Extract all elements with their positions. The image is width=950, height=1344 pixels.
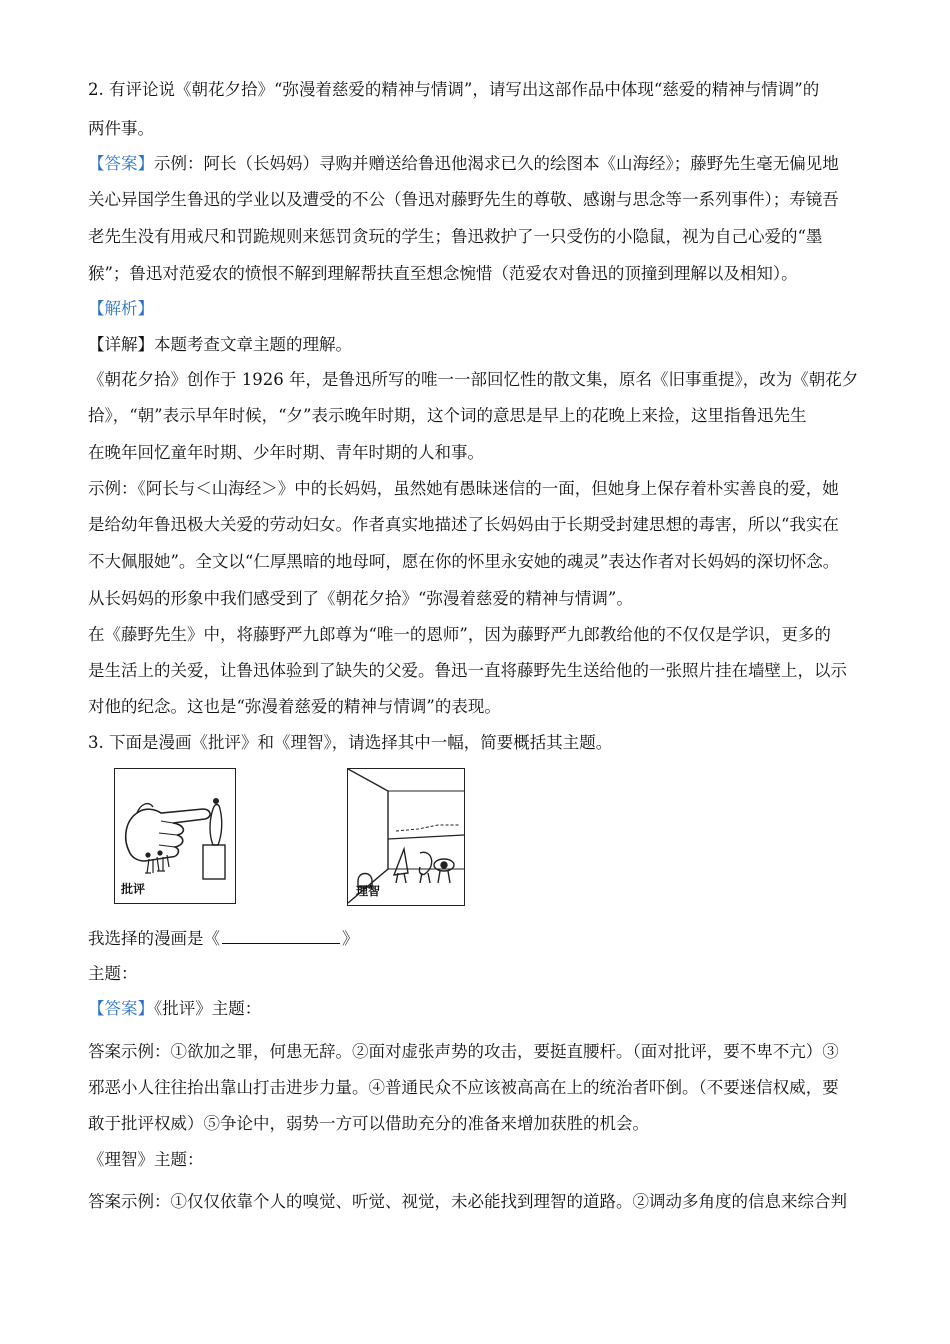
- choose-suffix: 》: [342, 929, 359, 948]
- detail-line-1: 【详解】本题考查文章主题的理解。: [88, 335, 352, 354]
- q3-answer-line-1: 答案示例：①欲加之罪，何患无辞。②面对虚张声势的攻击，要挺直腰杆。（面对批评，要不卑不亢）③: [88, 1042, 839, 1061]
- detail-line-9: 在《藤野先生》中，将藤野严九郎尊为“唯一的恩师”，因为藤野严九郎教给他的不仅仅是学识，更多的: [88, 625, 831, 644]
- q3-question: 3. 下面是漫画《批评》和《理智》，请选择其中一幅，简要概括其主题。: [88, 733, 613, 752]
- answer-blank[interactable]: [222, 927, 340, 944]
- theme-label: 主题：: [88, 964, 138, 983]
- answer-head-text: 《批评》主题：: [154, 999, 262, 1018]
- cartoon-reason: [347, 768, 465, 906]
- analysis-tag: 【解析】: [88, 299, 154, 318]
- q2-answer-line-2: 关心异国学生鲁迅的学业以及遭受的不公（鲁迅对藤野先生的尊敬、感谢与思念等一系列事件）；寿镜吾: [88, 190, 839, 209]
- q3-answer-line-3: 敢于批评权威）⑤争论中，弱势一方可以借助充分的准备来增加获胜的机会。: [88, 1114, 649, 1133]
- answer-tag: 【答案】: [88, 999, 154, 1018]
- answer-text: 示例：阿长（长妈妈）寻购并赠送给鲁迅他渴求已久的绘图本《山海经》；藤野先生毫无偏见地: [154, 154, 839, 173]
- q3-answer-line-2: 邪恶小人往往抬出靠山打击进步力量。④普通民众不应该被高高在上的统治者吓倒。（不要迷信权威，要: [88, 1078, 839, 1097]
- q2-question-line-2: 两件事。: [88, 119, 154, 138]
- detail-line-2: 《朝花夕拾》创作于 1926 年，是鲁迅所写的唯一一部回忆性的散文集，原名《旧事重提》，改为《朝花夕: [88, 370, 859, 389]
- cartoon-criticism: [114, 768, 236, 904]
- q2-answer-line-3: 老先生没有用戒尺和罚跪规则来惩罚贪玩的学生；鲁迅救护了一只受伤的小隐鼠，视为自己心爱的“墨: [88, 227, 823, 246]
- answer-tag: 【答案】: [88, 154, 154, 173]
- q3-answer2-head: 《理智》主题：: [88, 1150, 204, 1169]
- detail-line-11: 对他的纪念。这也是“弥漫着慈爱的精神与情调”的表现。: [88, 697, 501, 716]
- q3-answer-head: [88, 997, 261, 1021]
- cartoon-reason-caption: 理智: [356, 884, 381, 898]
- detail-line-4: 在晚年回忆童年时期、少年时期、青年时期的人和事。: [88, 443, 484, 462]
- detail-line-3: 拾》，“朝”表示早年时候，“夕”表示晚年时期，这个词的意思是早上的花晚上来捡，这里指鲁迅先生: [88, 406, 807, 425]
- detail-line-8: 从长妈妈的形象中我们感受到了《朝花夕拾》“弥漫着慈爱的精神与情调”。: [88, 589, 633, 608]
- cartoon-criticism-caption: 批评: [121, 882, 146, 896]
- q2-answer-line-1: [88, 152, 839, 176]
- choose-prefix: 我选择的漫画是《: [88, 929, 220, 948]
- choose-line: [88, 927, 359, 951]
- detail-line-5: 示例：《阿长与＜山海经＞》中的长妈妈，虽然她有愚昧迷信的一面，但她身上保存着朴实善良的爱，她: [88, 479, 839, 498]
- q3-answer2-line-1: 答案示例：①仅仅依靠个人的嗅觉、听觉、视觉，未必能找到理智的道路。②调动多角度的信息来综合判: [88, 1192, 847, 1211]
- detail-line-7: 不大佩服她”。全文以“仁厚黑暗的地母呵，愿在你的怀里永安她的魂灵”表达作者对长妈妈的深切怀念。: [88, 552, 840, 571]
- detail-line-10: 是生活上的关爱，让鲁迅体验到了缺失的父爱。鲁迅一直将藤野先生送给他的一张照片挂在墙壁上，以示: [88, 661, 847, 680]
- detail-line-6: 是给幼年鲁迅极大关爱的劳动妇女。作者真实地描述了长妈妈由于长期受封建思想的毒害，所以“我实在: [88, 515, 839, 534]
- q2-answer-line-4: 猴”；鲁迅对范爱农的愤恨不解到理解帮扶直至想念惋惜（范爱农对鲁迅的顶撞到理解以及相知）。: [88, 264, 798, 283]
- q2-question-line-1: 2. 有评论说《朝花夕拾》“弥漫着慈爱的精神与情调”，请写出这部作品中体现“慈爱的精神与情调”的: [88, 80, 820, 99]
